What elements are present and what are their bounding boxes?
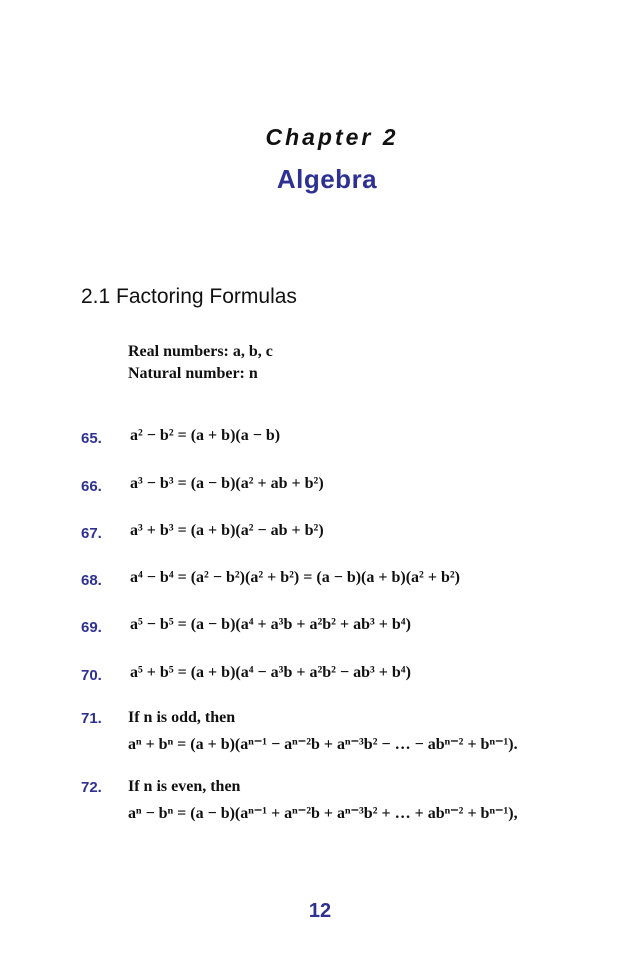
formula-equation: a⁴ − b⁴ = (a² − b²)(a² + b²) = (a − b)(a + b)(a² + b²) <box>130 569 460 586</box>
formula-equation: a⁵ + b⁵ = (a + b)(a⁴ − a³b + a²b² − ab³ + b⁴) <box>130 664 411 681</box>
formula-equation: a³ + b³ = (a + b)(a² − ab + b²) <box>130 522 324 539</box>
chapter-label: Chapter 2 <box>265 124 399 150</box>
formula-equation: a⁵ − b⁵ = (a − b)(a⁴ + a³b + a²b² + ab³ + b⁴) <box>130 616 411 633</box>
intro-natural-number: Natural number: n <box>128 365 258 382</box>
formula-number: 65. <box>81 430 102 447</box>
formula-number: 72. <box>81 779 102 796</box>
formula-number: 66. <box>81 478 102 495</box>
section-title: 2.1 Factoring Formulas <box>81 285 297 308</box>
page-number: 12 <box>308 900 332 922</box>
formula-number: 68. <box>81 572 102 589</box>
formula-number: 70. <box>81 667 102 684</box>
intro-real-numbers: Real numbers: a, b, c <box>128 343 273 360</box>
formula-number: 71. <box>81 710 102 727</box>
formula-equation: a³ − b³ = (a − b)(a² + ab + b²) <box>130 475 324 492</box>
formula-number: 69. <box>81 619 102 636</box>
formula-equation: a² − b² = (a + b)(a − b) <box>130 427 281 444</box>
formula-condition: If n is odd, then <box>128 709 236 726</box>
chapter-title: Algebra <box>276 164 378 194</box>
formula-equation: aⁿ − bⁿ = (a − b)(aⁿ⁻¹ + aⁿ⁻²b + aⁿ⁻³b² + … + abⁿ⁻² + bⁿ⁻¹), <box>128 805 518 822</box>
formula-number: 67. <box>81 525 102 542</box>
formula-condition: If n is even, then <box>128 778 241 795</box>
formula-equation: aⁿ + bⁿ = (a + b)(aⁿ⁻¹ − aⁿ⁻²b + aⁿ⁻³b² − … − abⁿ⁻² + bⁿ⁻¹). <box>128 736 518 753</box>
